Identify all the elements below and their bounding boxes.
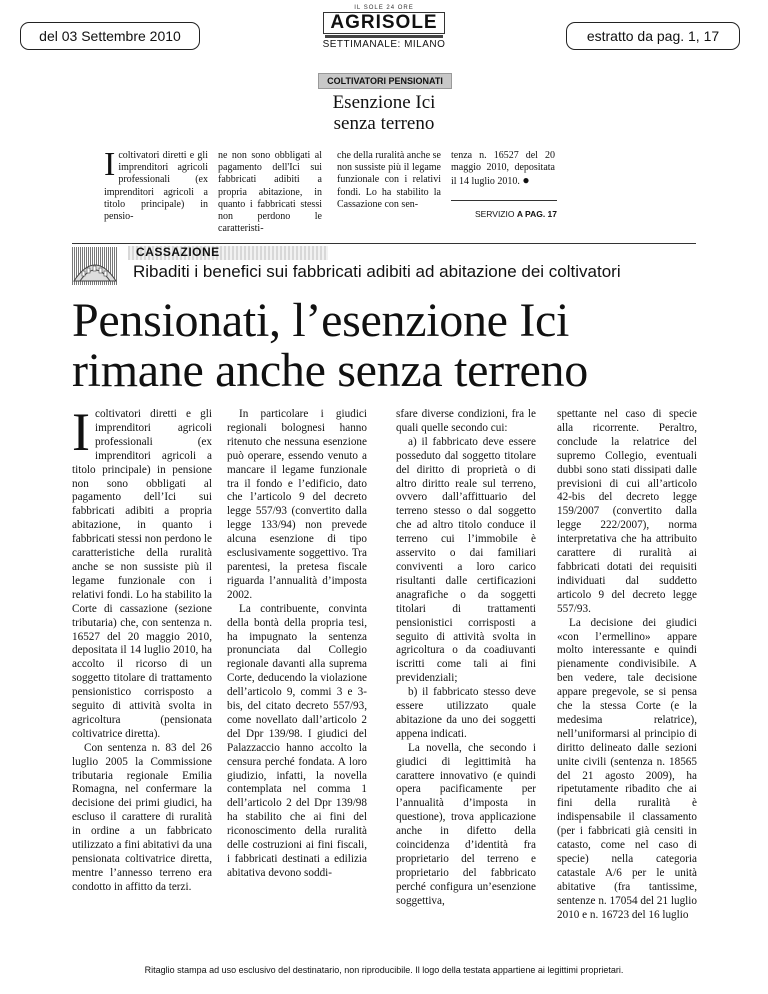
teaser-text-2: ne non sono obbligati al pagamento dell'Ici sui fabbricati adibiti a propria abitazione, in quanto i fabbricati stessi non perdono le caratteristi- — [218, 150, 322, 235]
colosseum-icon — [72, 247, 118, 285]
article-headline: Pensionati, l’esenzione Ici rimane anche senza terreno — [72, 294, 588, 397]
masthead — [300, 5, 468, 51]
teaser-text-1: coltivatori diretti e gli imprenditori agricoli professionali (ex imprenditori agricoli a titolo principale) in pensio- — [104, 150, 208, 223]
masthead-top: IL SOLE 24 ORE — [354, 5, 414, 11]
paragraph: La novella, che secondo i giudici di legittimità ha carattere innovativo (e quindi opera pacificamente per l’annualità d’imposta in questione), trova applicazione anche in difetto della coincidenza d’identità fra proprietario del terreno e proprietario del fabbricato perché configura un’esenzione soggettiva, — [396, 741, 536, 907]
article-column-4 — [557, 408, 697, 930]
teaser-kicker: COLTIVATORI PENSIONATI — [318, 73, 452, 89]
servizio-rule — [451, 200, 557, 201]
masthead-bar — [325, 35, 443, 38]
end-mark: ● — [522, 173, 530, 188]
masthead-logo: AGRISOLE — [323, 12, 444, 34]
article-subtitle: Ribaditi i benefici sui fabbricati adibiti ad abitazione dei coltivatori — [133, 262, 621, 281]
servizio-ref — [451, 209, 557, 219]
paragraph: In particolare i giudici regionali bolognesi hanno ritenuto che nessuna esenzione può operare, essendo venuto a mancare il legame funzionale tra il fondo e l’edificio, dato che l’articolo 9 del decreto legge 557/93 (convertito dalla legge 133/94) non prevede alcuna esenzione di tipo esclusivamente soggettivo. Tra parentesi, la pretesa fiscale riguarda l’annualità d’imposta 2002. — [227, 408, 367, 601]
section-rule — [72, 243, 696, 244]
teaser-dropcap: I — [104, 146, 116, 183]
extract-text: estratto da pag. 1, 17 — [586, 28, 720, 44]
section-label: CASSAZIONE — [136, 245, 220, 259]
teaser-text-4: tenza n. 16527 del 20 maggio 2010, depositata il 14 luglio 2010. — [451, 150, 555, 188]
servizio-page: A PAG. 17 — [516, 209, 557, 219]
article-column-3 — [396, 408, 536, 930]
article-column-1 — [72, 402, 212, 930]
masthead-subtitle: SETTIMANALE: MILANO — [322, 39, 446, 50]
paragraph: sfare diverse condizioni, fra le quali quelle secondo cui: — [396, 408, 536, 434]
paragraph: La contribuente, convinta della bontà della propria tesi, ha impugnato la sentenza pronunciata dal Collegio regionale davanti alla suprema Corte, deducendo la violazione dell’articolo 9, commi 3 e 3-bis, del citato decreto 557/93, come novellato dall’articolo 2 del Dpr 139/98. I giudici del Palazzaccio hanno accolto la censura perché fondata. A loro giudizio, infatti, la novella contemplata nel comma 1 dell’articolo 2 del Dpr 139/98 ha stabilito che ai fini del riconoscimento della ruralità delle costruzioni ai fini fiscali, i fabbricati destinati a edilizia abitativa devono soddi- — [227, 602, 367, 879]
date-text: del 03 Settembre 2010 — [39, 28, 181, 44]
article-dropcap: I — [72, 402, 90, 462]
extract-label — [566, 22, 740, 50]
teaser-text-3: che della ruralità anche se non sussiste più il legame funzionale con i relativi fondi. Lo ha stabilito la Cassazione con sen- — [337, 150, 441, 210]
teaser-column-2 — [218, 150, 322, 235]
date-label — [20, 22, 200, 50]
paragraph: Con sentenza n. 83 del 26 luglio 2005 la Commissione tributaria regionale Emilia Romagna, nel confermare la decisione dei primi giudici, ha escluso il carattere di ruralità in ordine a un fabbricato utilizzato a fini abitativi da una pensionata coltivatrice diretta, mentre l’annesso terreno era condotto in affitto da terzi. — [72, 741, 212, 893]
paragraph: La decisione dei giudici «con l’ermellino» appare molto interessante e quindi pienamente condivisibile. A ben vedere, tale decisione appare pregevole, se si pensa che la stessa Corte (e la medesima relatrice), nell’uniformarsi al principio di diritto delineato dalle sezioni unite civili (sentenza n. 18565 del 21 agosto 2009), ha ripetutamente ribadito che ai fini della ruralità è indispensabile il classamento (per i fabbricati già censiti in catasto, come nel caso di specie) nella categoria catastale A/6 per le unità abitative (fra tantissime, sentenze n. 17054 del 21 luglio 2010 e n. 16723 del 16 luglio — [557, 616, 697, 921]
servizio-prefix: SERVIZIO — [474, 209, 517, 219]
teaser-title: Esenzione Ici senza terreno — [332, 92, 436, 134]
paragraph: b) il fabbricato stesso deve essere utilizzato quale abitazione da uno dei soggetti appena indicati. — [396, 686, 536, 740]
paragraph: spettante nel caso di specie alla ricorrente. Peraltro, conclude la relatrice del supremo Collegio, eventuali dubbi sono stati dissipati dalle previsioni di cui all’articolo 42-bis del decreto legge 159/2007 (convertito dalla legge 222/2007), norma interpretativa che ha attribuito carattere di ruralità ai fabbricati dotati dei requisiti individuati dal suddetto articolo 9 del decreto legge 557/93. — [557, 408, 697, 615]
paragraph: coltivatori diretti e gli imprenditori agricoli professionali (ex imprenditori agricoli a titolo principale) in pensione non sono obbligati al pagamento dell’Ici sui fabbricati adibiti a propria abitazione, in quanto i fabbricati stessi non perdono le caratteristiche della ruralità anche se non sussiste più il legame funzionale con i relativi fondi. Lo ha stabilito la Corte di cassazione (sezione tributaria) che, con sentenza n. 16527 del 20 maggio 2010, depositata il 14 luglio 2010, ha accolto il ricorso di un soggetto titolare di trattamento pensionistico corrisposto a seguito di attività svolta in agricoltura (pensionata coltivatrice diretta). — [72, 408, 212, 740]
article-column-2 — [227, 408, 367, 930]
teaser-column-3 — [337, 150, 441, 226]
footer-disclaimer: Ritaglio stampa ad uso esclusivo del destinatario, non riproducibile. Il logo della testata appartiene ai legittimi proprietari. — [144, 965, 624, 975]
teaser-column-1 — [104, 146, 208, 226]
paragraph: a) il fabbricato deve essere posseduto dal soggetto titolare del diritto di proprietà o di altro diritto reale sul terreno, ovvero dall’affittuario del terreno stesso o dal soggetto che ad altro titolo conduce il terreno cui l’immobile è asservito o dai familiari conviventi a loro carico risultanti dalle certificazioni anagrafiche o da soggetti titolari di trattamenti pensionistici corrisposti a seguito di attività svolta in agricoltura o da coadiuvanti iscritti come tali ai fini previdenziali; — [396, 435, 536, 685]
